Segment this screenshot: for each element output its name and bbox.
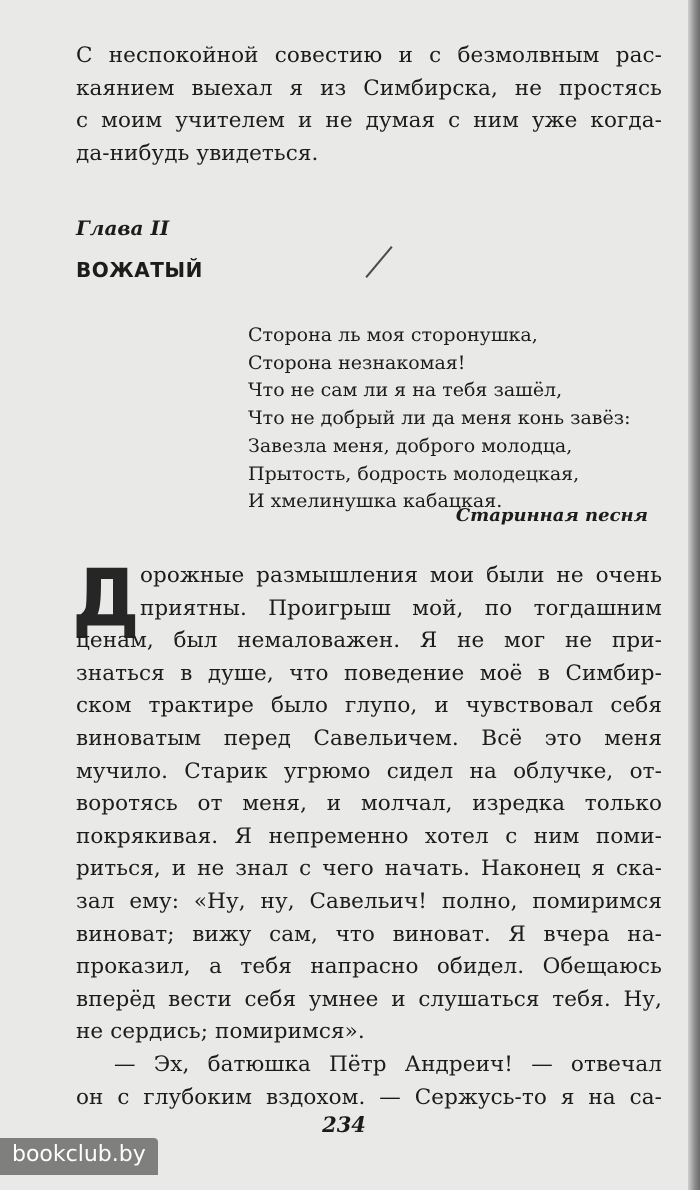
intro-line: с моим учителем и не думая с ним уже когда-	[76, 108, 662, 134]
watermark: bookclub.by	[0, 1138, 158, 1175]
intro-line: С неспокойной совестию и с безмолвным рас-	[76, 43, 662, 68]
chapter-label: Глава II	[76, 216, 170, 240]
intro-line: да-нибудь увидеться.	[76, 140, 319, 166]
epigraph-line: Сторона ль моя сторонушка,	[248, 324, 538, 346]
body-line: орожные размышления мои были не очень	[140, 563, 662, 588]
pencil-mark	[365, 246, 392, 278]
body-line: виноватым перед Савельичем. Всё это меня	[76, 725, 662, 751]
page-edge-shadow	[688, 0, 700, 1190]
body-line: мучило. Старик угрюмо сидел на облучке, от-	[76, 758, 662, 784]
body-line: знаться в душе, что поведение моё в Симбир-	[76, 660, 662, 686]
epigraph-source: Старинная песня	[455, 505, 648, 526]
body-line: — Эх, батюшка Пётр Андреич! — отвечал	[114, 1051, 662, 1077]
epigraph-line: Прытость, бодрость молодецкая,	[248, 462, 580, 485]
body-line: проказил, а тебя напрасно обидел. Обещаюсь	[76, 954, 662, 980]
body-line: ском трактире было глупо, и чувствовал себя	[76, 693, 662, 719]
body-line: ценам, был немаловажен. Я не мог не при-	[76, 628, 662, 654]
body-line: он с глубоким вздохом. — Сержусь-то я на са-	[76, 1084, 662, 1110]
body-line: воротясь от меня, и молчал, изредка только	[76, 791, 662, 817]
epigraph-line: Сторона незнакомая!	[248, 351, 466, 374]
epigraph-line: Что не сам ли я на тебя зашёл,	[248, 379, 563, 402]
body-line: не сердись; помиримся».	[76, 1019, 365, 1045]
epigraph-line: Завезла меня, доброго молодца,	[248, 434, 573, 457]
intro-paragraph	[76, 40, 662, 170]
drop-cap: Д	[72, 550, 140, 645]
chapter-body	[76, 560, 662, 1114]
body-line: зал ему: «Ну, ну, Савельич! полно, помиримся	[76, 888, 662, 914]
chapter-title: ВОЖАТЫЙ	[76, 258, 203, 282]
body-line: виноват; вижу сам, что виноват. Я вчера на-	[76, 921, 662, 947]
epigraph-line: И хмелинушка кабацкая.	[248, 490, 503, 513]
epigraph-line: Что не добрый ли да меня конь завёз:	[248, 407, 631, 430]
body-line: вперёд вести себя умнее и слушаться тебя. Ну,	[76, 986, 662, 1012]
intro-line: каянием выехал я из Симбирска, не простясь	[76, 75, 662, 101]
body-line: покрякивая. Я непременно хотел с ним поми-	[76, 823, 662, 849]
body-line: риться, и не знал с чего начать. Наконец я ска-	[76, 856, 662, 882]
epigraph	[248, 322, 631, 516]
page-number: 234	[322, 1112, 366, 1137]
body-line: приятны. Проигрыш мой, по тогдашним	[140, 595, 662, 621]
